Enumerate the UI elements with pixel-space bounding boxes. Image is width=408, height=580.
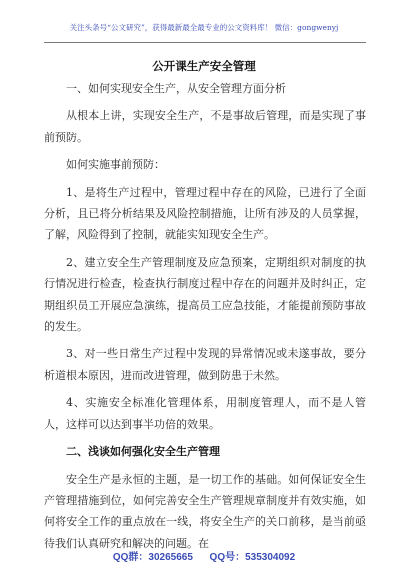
section-heading-2: 二、浅谈如何强化安全生产管理 xyxy=(66,445,220,459)
paragraph: 安全生产是永恒的主题，是一切工作的基础。如何保证安全生产管理措施到位，如何完善安全生产管理规章制度并有效实施，如何将安全工作的重点放在一线，将安全生产的关口前移，是当前亟待我们认真研究和解决的问题。在 xyxy=(44,472,366,550)
list-item: 4、实施安全标准化管理体系，用制度管理人，而不是人管人，这样可以达到事半功倍的效果。 xyxy=(44,396,366,431)
list-item: 2、建立安全生产管理制度及应急预案，定期组织对制度的执行情况进行检查，检查执行制度过程中存在的问题并及时纠正，定期组织员工开展应急演练，提高员工应急技能，才能提前预防事故的发生。 xyxy=(44,255,366,334)
section-heading-1: 一、如何实现安全生产，从安全管理方面分析 xyxy=(66,82,286,95)
list-item: 1、是将生产过程中，管理过程中存在的风险，已进行了全面分析，且已将分析结果及风险控制措施，让所有涉及的人员掌握，了解，风险得到了控制，就能实知现安全生产。 xyxy=(44,185,366,242)
header-promo-link[interactable]: 关注头条号“公文研究”，获得最新最全最专业的公文资料库！ 微信：gongwenyj xyxy=(69,23,339,32)
list-item: 3、对一些日常生产过程中发现的异常情况或未遂事故，要分析道根本原因，进而改进管理，做到防患于未然。 xyxy=(44,347,366,382)
page-title: 公开课生产安全管理 xyxy=(152,59,256,73)
paragraph: 从根本上讲，实现安全生产，不是事故后管理，而是实现了事前预防。 xyxy=(44,109,366,144)
document-body xyxy=(44,78,366,554)
header-divider xyxy=(44,42,366,43)
paragraph: 如何实施事前预防： xyxy=(66,158,165,172)
footer-contact: QQ群：30265665 QQ号：535304092 xyxy=(112,552,296,563)
